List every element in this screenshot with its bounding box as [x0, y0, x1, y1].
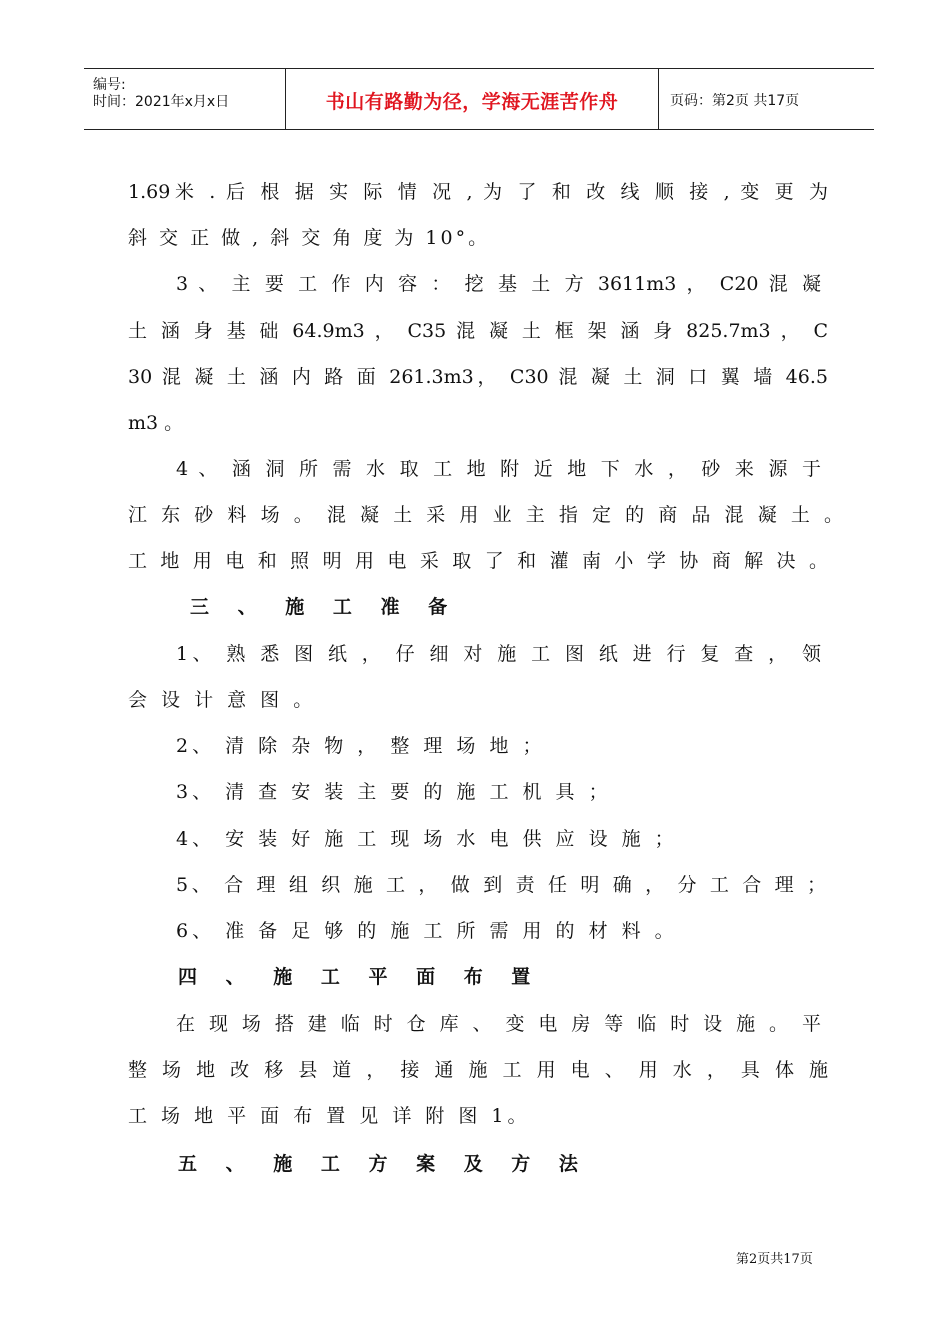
body-line: 斜 交 正 做 , 斜 交 角 度 为 10°。 [128, 227, 491, 249]
body-line: 会 设 计 意 图 。 [128, 689, 317, 711]
section-heading: 四 、 施 工 平 面 布 置 [178, 966, 542, 988]
body-line: 工 地 用 电 和 照 明 用 电 采 取 了 和 灌 南 小 学 协 商 解 决 。 [128, 550, 828, 572]
body-line: 30 混 凝 土 涵 内 路 面 261.3m3， C30 混 凝 土 洞 口 翼 墙 46.5 [128, 366, 828, 388]
body-line: 4 、 涵 洞 所 需 水 取 工 地 附 近 地 下 水 ， 砂 来 源 于 [176, 458, 821, 480]
body-line: 整 场 地 改 移 县 道 ， 接 通 施 工 用 电 、 用 水 ， 具 体 施 [128, 1059, 828, 1081]
body-line: 土 涵 身 基 础 64.9m3 ， C35 混 凝 土 框 架 涵 身 825.7m3 ， C [128, 320, 828, 342]
footer-page-label: 第2页共17页 [736, 1252, 813, 1267]
body-line: 2、 清 除 杂 物 ， 整 理 场 地 ； [176, 735, 546, 757]
body-line: 工 场 地 平 面 布 置 见 详 附 图 1。 [128, 1105, 531, 1127]
header-page-cell [660, 69, 874, 129]
body-line: 5、 合 理 组 织 施 工 ， 做 到 责 任 明 确 ， 分 工 合 理 ； [176, 874, 826, 896]
body-line: 1、 熟 悉 图 纸 ， 仔 细 对 施 工 图 纸 进 行 复 查 ， 领 [176, 643, 821, 665]
body-line: 6、 准 备 足 够 的 施 工 所 需 用 的 材 料 。 [176, 920, 678, 942]
time-label: 时间：2021年x月x日 [93, 94, 230, 110]
body-line: 江 东 砂 料 场 。 混 凝 土 采 用 业 主 指 定 的 商 品 混 凝 土 。 [128, 504, 843, 526]
header-page-label: 页码：第2页 共17页 [670, 93, 800, 109]
section-heading: 三 、 施 工 准 备 [190, 596, 459, 618]
body-line: 4、 安 装 好 施 工 现 场 水 电 供 应 设 施 ； [176, 828, 678, 850]
serial-label: 编号: [93, 77, 126, 93]
body-line: m3 。 [128, 412, 184, 434]
body-line: 1.69米 . 后 根 据 实 际 情 况 , 为 了 和 改 线 顺 接 , 变 更 为 [128, 181, 828, 203]
body-line: 在 现 场 搭 建 临 时 仓 库 、 变 电 房 等 临 时 设 施 。 平 [176, 1013, 821, 1035]
body-line: 3 、 主 要 工 作 内 容 ： 挖 基 土 方 3611m3 ， C20 混 凝 [176, 273, 821, 295]
page-header [84, 68, 874, 130]
section-heading: 五 、 施 工 方 案 及 方 法 [178, 1153, 589, 1175]
header-motto: 书山有路勤为径，学海无涯苦作舟 [325, 91, 619, 113]
body-line: 3、 清 查 安 装 主 要 的 施 工 机 具 ； [176, 781, 612, 803]
header-motto-cell [286, 69, 659, 129]
header-meta-cell [84, 69, 286, 129]
